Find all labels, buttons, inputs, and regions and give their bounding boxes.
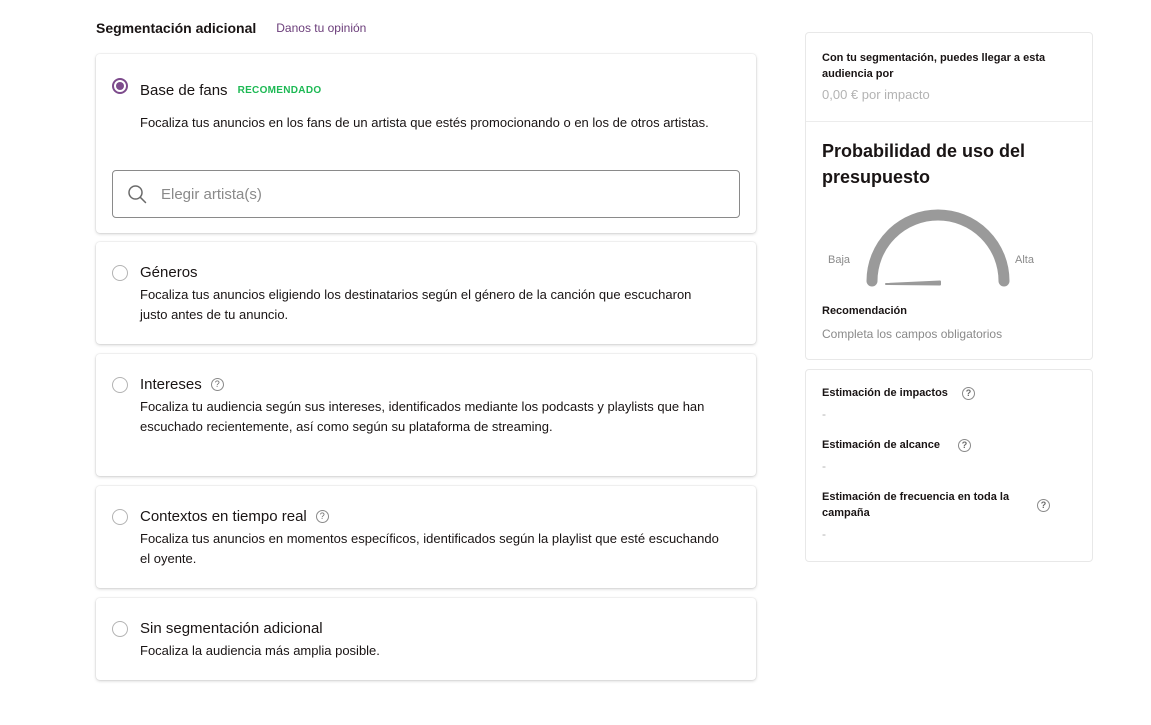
estimate-value: - <box>822 459 826 473</box>
option-card-interests[interactable] <box>96 354 756 476</box>
option-description: Focaliza tus anuncios en momentos específicos, identificados según la playlist que esté escuchando el oyente. <box>140 531 719 566</box>
option-description: Focaliza tus anuncios en los fans de un artista que estés promocionando o en los de otros artistas. <box>140 115 709 130</box>
help-circle-icon[interactable]: ? <box>1037 499 1050 512</box>
radio-interests[interactable] <box>112 377 128 393</box>
gauge-arc <box>872 215 1004 281</box>
radio-genres[interactable] <box>112 265 128 281</box>
estimate-value: - <box>822 527 826 541</box>
option-description: Focaliza la audiencia más amplia posible. <box>140 643 380 658</box>
budget-summary-card <box>805 32 1093 360</box>
help-circle-icon[interactable]: ? <box>958 439 971 452</box>
estimate-label-text: Estimación de frecuencia en toda la campaña <box>822 491 1010 519</box>
estimate-reach <box>822 437 971 473</box>
artist-search-field[interactable] <box>112 170 740 218</box>
recommended-badge: RECOMENDADO <box>237 85 322 96</box>
rate-label: Con tu segmentación, puedes llegar a esta audiencia por <box>822 52 1046 80</box>
help-circle-icon[interactable]: ? <box>316 510 329 523</box>
option-description: Focaliza tus anuncios eligiendo los destinatarios según el género de la canción que escucharon justo antes de tu anuncio. <box>140 287 692 322</box>
option-card-no-targeting[interactable] <box>96 598 756 680</box>
help-circle-icon[interactable]: ? <box>962 387 975 400</box>
option-title-no-targeting <box>140 620 323 637</box>
estimates-card <box>805 369 1093 562</box>
estimate-impressions <box>822 385 975 421</box>
estimate-frequency <box>822 489 1050 541</box>
recommendation-title: Recomendación <box>822 305 907 317</box>
section-title: Segmentación adicional <box>96 20 257 36</box>
radio-no-targeting[interactable] <box>112 621 128 637</box>
option-title-interests <box>140 376 224 393</box>
estimate-value: - <box>822 407 826 421</box>
option-card-fan-base[interactable] <box>96 54 756 233</box>
option-label: Sin segmentación adicional <box>140 620 323 637</box>
option-title-realtime-contexts <box>140 508 329 525</box>
radio-fan-base[interactable] <box>112 78 128 94</box>
probability-title: Probabilidad de uso del presupuesto <box>822 141 1026 187</box>
estimate-label-text: Estimación de impactos <box>822 387 948 399</box>
option-title-fan-base <box>140 82 321 99</box>
divider <box>806 121 1092 122</box>
option-title-genres <box>140 264 198 281</box>
option-card-genres[interactable] <box>96 242 756 344</box>
gauge-high-label: Alta <box>1015 254 1034 266</box>
option-description: Focaliza tu audiencia según sus intereses, identificados mediante los podcasts y playlists que han escuchado recientemente, así como según su plataforma de streaming. <box>140 399 705 434</box>
estimate-label <box>822 489 1050 521</box>
gauge-low-label: Baja <box>828 254 851 266</box>
search-icon <box>127 184 147 204</box>
option-label: Géneros <box>140 264 198 281</box>
artist-search-input[interactable] <box>161 186 721 203</box>
rate-value: 0,00 € por impacto <box>822 87 930 102</box>
section-header <box>96 18 366 38</box>
radio-realtime-contexts[interactable] <box>112 509 128 525</box>
feedback-link[interactable]: Danos tu opinión <box>276 21 367 35</box>
option-label: Intereses <box>140 376 202 393</box>
recommendation-text: Completa los campos obligatorios <box>822 327 1003 341</box>
estimate-label <box>822 437 971 453</box>
option-label: Base de fans <box>140 82 228 99</box>
budget-gauge <box>864 205 1012 289</box>
option-card-realtime-contexts[interactable] <box>96 486 756 588</box>
help-circle-icon[interactable]: ? <box>211 378 224 391</box>
option-label: Contextos en tiempo real <box>140 508 307 525</box>
gauge-needle <box>886 282 940 285</box>
estimate-label <box>822 385 975 401</box>
estimate-label-text: Estimación de alcance <box>822 439 940 451</box>
